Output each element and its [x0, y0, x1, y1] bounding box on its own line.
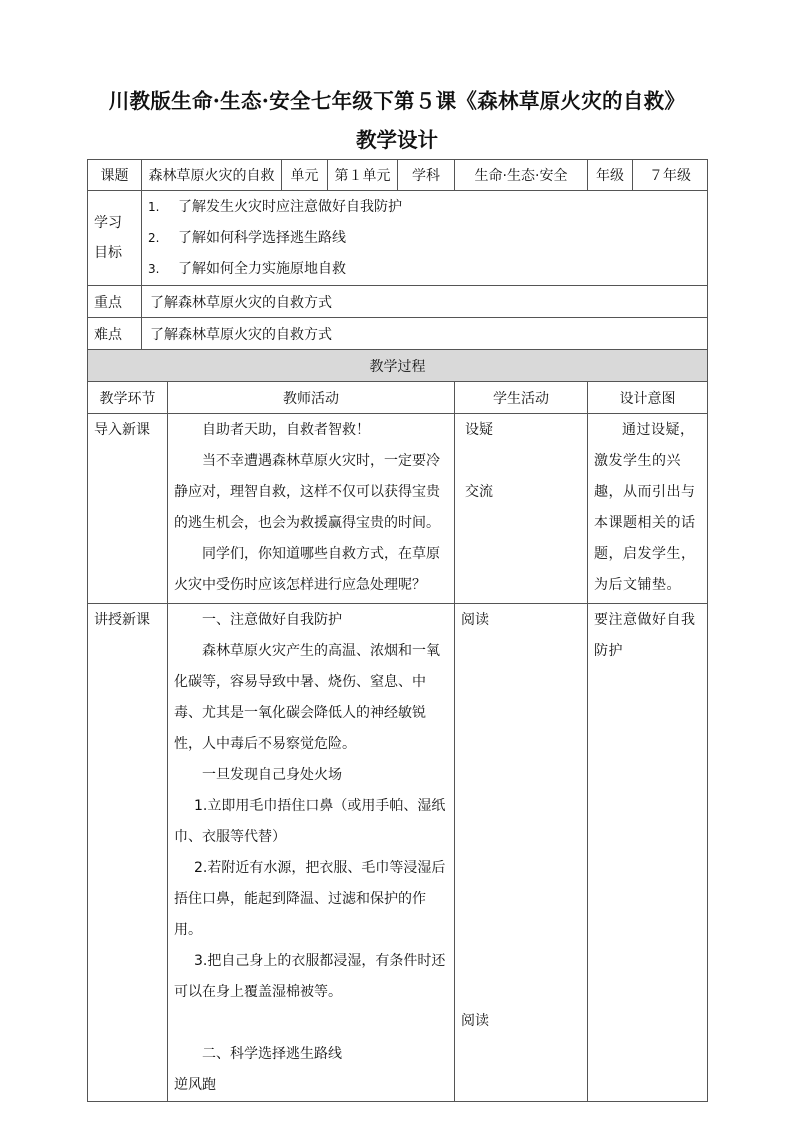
- column-student: 学生活动: [455, 382, 588, 414]
- topic-label: 课题: [88, 160, 142, 191]
- subject-value: 生命·生态·安全: [455, 160, 588, 191]
- difficulty-label: 难点: [88, 318, 142, 350]
- lesson-plan-table: [87, 159, 708, 1102]
- column-stage: 教学环节: [88, 382, 168, 414]
- key-point-label: 重点: [88, 286, 142, 318]
- goal-text: 了解如何全力实施原地自救: [178, 260, 346, 277]
- difficulty-row: [88, 318, 708, 350]
- goal-text: 了解如何科学选择逃生路线: [178, 229, 346, 246]
- lecture-student-activity: 阅读: [461, 612, 489, 628]
- info-row: [88, 160, 708, 191]
- goals-label-line2: 目标: [94, 245, 122, 261]
- process-header-row: [88, 350, 708, 382]
- lecture-paragraph: 一旦发现自己身处火场: [202, 767, 342, 783]
- lecture-paragraph: 1.立即用毛巾捂住口鼻（或用手帕、湿纸巾、衣服等代替）: [174, 798, 446, 845]
- intro-paragraph: 同学们，你知道哪些自救方式，在草原火灾中受伤时应该怎样进行应急处理呢？: [174, 546, 440, 593]
- lecture-row: [88, 604, 708, 1102]
- intro-stage: 导入新课: [88, 414, 168, 604]
- lecture-paragraph: 3.把自己身上的衣服都浸湿，有条件时还可以在身上覆盖湿棉被等。: [174, 953, 446, 1000]
- grade-label: 年级: [588, 160, 633, 191]
- document-title-line2: 教学设计: [356, 128, 438, 152]
- blank-line: [174, 1008, 450, 1039]
- lecture-student: [455, 604, 588, 1102]
- grade-value: ７年级: [633, 160, 708, 191]
- lecture-paragraph: 二、科学选择逃生路线: [202, 1046, 342, 1062]
- goals-label: [88, 191, 142, 286]
- lecture-stage: 讲授新课: [88, 604, 168, 1102]
- process-header: 教学过程: [88, 350, 708, 382]
- intro-student-activity: 设疑: [465, 422, 493, 438]
- key-point-value: 了解森林草原火灾的自救方式: [142, 286, 708, 318]
- intro-teacher: [168, 414, 455, 604]
- unit-value: 第１单元: [328, 160, 398, 191]
- goal-number: 1.: [148, 199, 160, 214]
- intro-intent: [588, 414, 708, 604]
- goals-row: [88, 191, 708, 286]
- goal-number: 3.: [148, 261, 160, 276]
- goal-number: 2.: [148, 230, 160, 245]
- goals-label-line1: 学习: [94, 215, 122, 231]
- lecture-paragraph: 森林草原火灾产生的高温、浓烟和一氧化碳等，容易导致中暑、烧伤、窒息、中毒、尤其是一氧化碳会降低人的神经敏锐性，人中毒后不易察觉危险。: [174, 643, 440, 752]
- document-title-line1: 川教版生命·生态·安全七年级下第５课《森林草原火灾的自救》: [108, 89, 686, 113]
- lecture-student-activity: 阅读: [461, 1013, 489, 1029]
- intro-intent-text: 通过设疑，激发学生的兴趣，从而引出与本课题相关的话题，启发学生，为后文铺垫。: [594, 422, 696, 593]
- lecture-intent-text: 要注意做好自我防护: [594, 612, 696, 659]
- difficulty-value: 了解森林草原火灾的自救方式: [142, 318, 708, 350]
- topic-value: 森林草原火灾的自救: [142, 160, 282, 191]
- intro-row: [88, 414, 708, 604]
- column-teacher: 教师活动: [168, 382, 455, 414]
- intro-paragraph: 当不幸遭遇森林草原火灾时，一定要冷静应对，理智自救，这样不仅可以获得宝贵的逃生机会，也会为救援赢得宝贵的时间。: [174, 453, 440, 531]
- intro-student: [455, 414, 588, 604]
- goal-text: 了解发生火灾时应注意做好自我防护: [178, 198, 402, 215]
- lecture-paragraph: 一、注意做好自我防护: [202, 612, 342, 628]
- intro-paragraph: 自助者天助，自救者智救！: [202, 422, 370, 438]
- goals-list: [142, 191, 708, 286]
- subject-label: 学科: [398, 160, 455, 191]
- goal-item: [142, 223, 707, 254]
- key-point-row: [88, 286, 708, 318]
- column-intent: 设计意图: [588, 382, 708, 414]
- goal-item: [142, 254, 707, 285]
- goal-item: [142, 192, 707, 223]
- process-columns-row: [88, 382, 708, 414]
- lecture-teacher: [168, 604, 455, 1102]
- unit-label: 单元: [282, 160, 328, 191]
- lecture-intent: [588, 604, 708, 1102]
- lecture-paragraph: 逆风跑: [174, 1077, 216, 1093]
- lecture-paragraph: 2.若附近有水源，把衣服、毛巾等浸湿后捂住口鼻，能起到降温、过滤和保护的作用。: [174, 860, 446, 938]
- intro-student-activity: 交流: [465, 484, 493, 500]
